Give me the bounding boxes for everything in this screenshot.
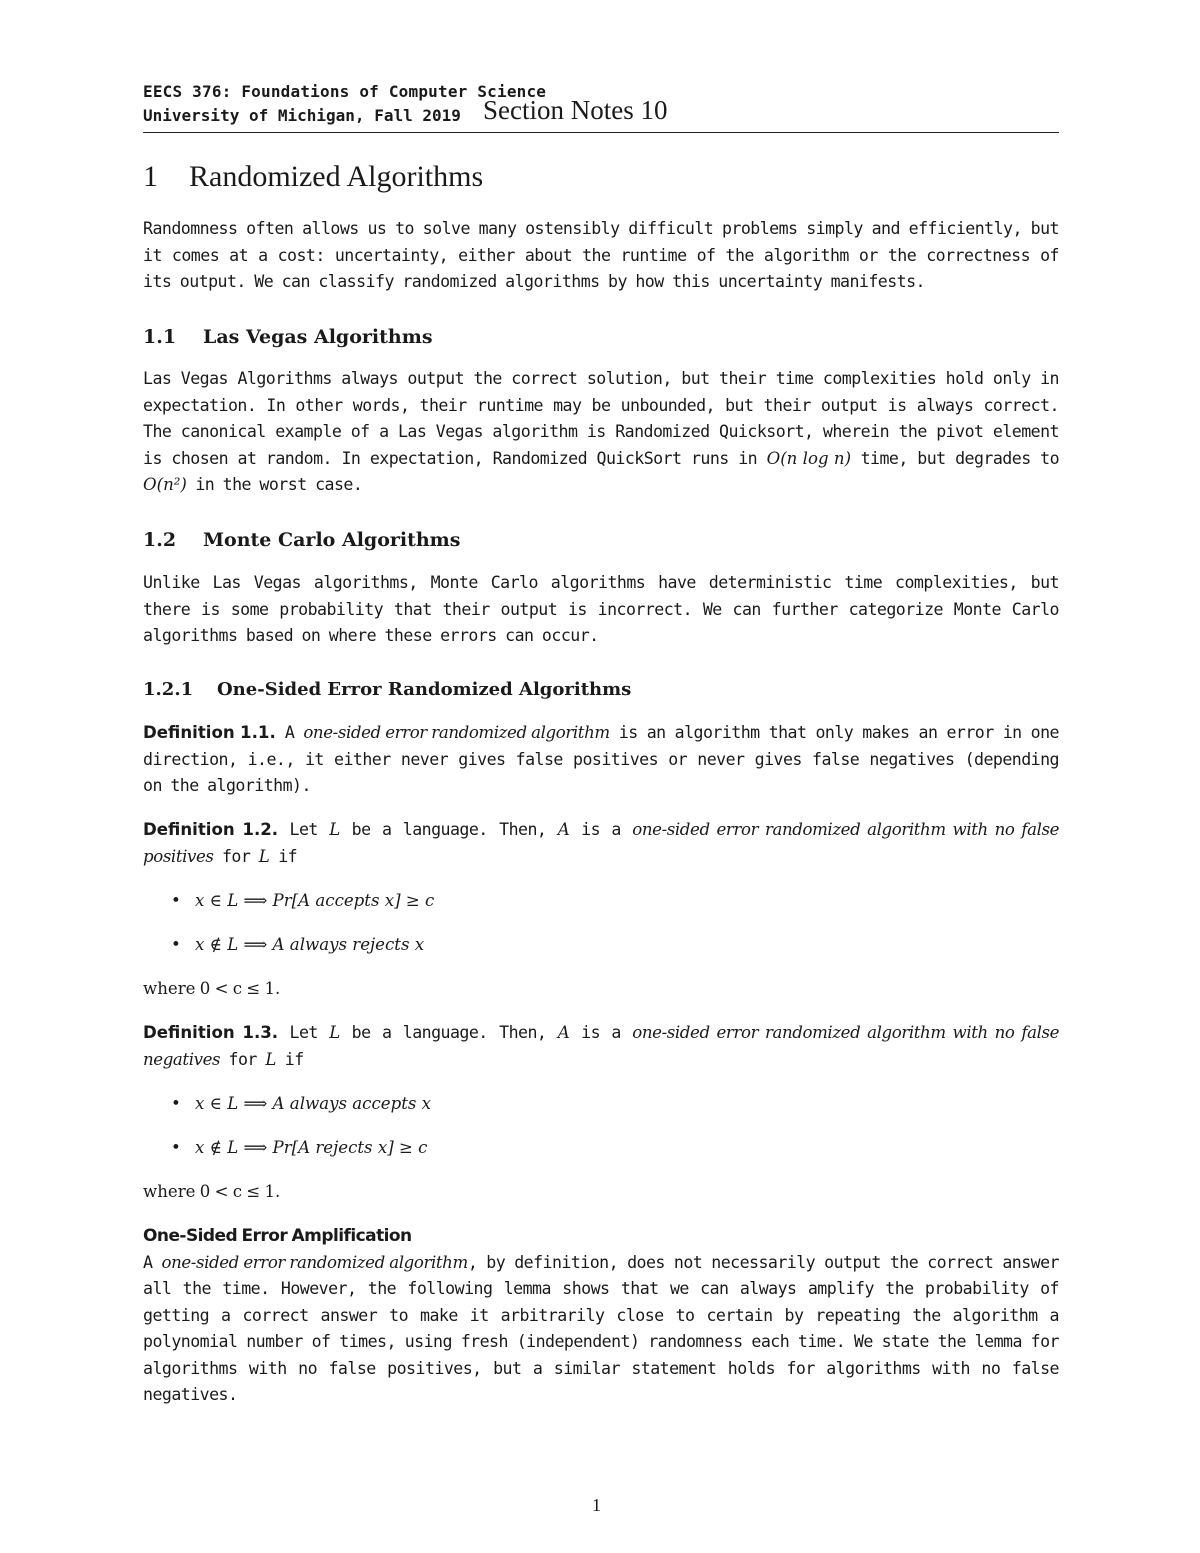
subsubsection-heading-1-2-1 xyxy=(143,679,631,700)
amp-term: one-sided error randomized algorithm xyxy=(161,1252,468,1272)
subsubsection-number: 1.2.1 xyxy=(143,679,194,700)
definition-1-2-conditions xyxy=(143,888,1059,976)
math-L: L xyxy=(258,846,270,866)
math-nlogn: O(n log n) xyxy=(766,448,852,468)
def-text: A xyxy=(275,723,304,742)
math-L: L xyxy=(329,1023,341,1042)
math-L: L xyxy=(329,820,341,839)
notes-title: Section Notes 10 xyxy=(483,95,668,125)
definition-1-3-conditions xyxy=(143,1091,1059,1179)
bullet-icon: • xyxy=(171,1094,181,1113)
def-text: for xyxy=(220,1049,266,1069)
university-term: University of Michigan, Fall 2019 xyxy=(143,106,461,125)
list-item xyxy=(143,888,1059,932)
def-text: if xyxy=(269,846,298,866)
monte-carlo-paragraph: Unlike Las Vegas algorithms, Monte Carlo algorithms have deterministic time complexities, but there is some probability that their output is incorrect. We can further categorize Monte Carlo algorithms based on where these errors can occur. xyxy=(143,573,1059,645)
subsection-number: 1.2 xyxy=(143,529,177,551)
las-vegas-text-b: time, but degrades to xyxy=(851,448,1060,468)
math-L: L xyxy=(265,1049,277,1069)
section-title: Randomized Algorithms xyxy=(189,160,484,193)
def-text: be a language. Then, xyxy=(340,820,558,839)
condition-math: x ∉ L ⟹ A always rejects x xyxy=(195,935,425,954)
las-vegas-text-c: in the worst case. xyxy=(186,475,363,494)
definition-label: Definition 1.3. xyxy=(143,1023,279,1042)
def-text: if xyxy=(276,1049,304,1069)
section-heading-1 xyxy=(143,160,483,194)
page-number: 1 xyxy=(592,1495,601,1515)
amp-text: A xyxy=(143,1252,162,1272)
course-title: EECS 376: Foundations of Computer Science xyxy=(143,82,547,101)
def-text: for xyxy=(213,846,259,866)
subsection-heading-1-2 xyxy=(143,529,460,551)
amp-text: , by definition, does not necessarily output the correct answer all the time. However, the following lemma shows that we can always amplify the probability of getting a correct answer to make it arbitrarily close to certain by repeating the algorithm a polynomial number of times, using fresh (independent) randomness each time. We state the lemma for algorithms with no false positives, but a similar statement holds for algorithms with no false negatives. xyxy=(143,1252,1059,1404)
def-term: one-sided error randomized algorithm xyxy=(303,723,610,742)
amplification-paragraph xyxy=(143,1223,1059,1409)
definition-1-2-where xyxy=(143,976,1059,1003)
subsection-number: 1.1 xyxy=(143,326,177,348)
def-term: one-sided error randomized algorithm with no false positives xyxy=(143,820,1060,866)
condition-math: x ∈ L ⟹ Pr[A accepts x] ≥ c xyxy=(195,891,435,910)
math-n-squared: O(n²) xyxy=(143,475,187,494)
math-A: A xyxy=(557,1023,570,1042)
las-vegas-text-a: Las Vegas Algorithms always output the correct solution, but their time complexities hold only in expectation. In other words, their runtime may be unbounded, but their output is always correct. The canonical example of a Las Vegas algorithm is Randomized Quicksort, wherein the pivot element is chosen at random. In expectation, Randomized QuickSort runs in xyxy=(143,369,1059,468)
def-text: be a language. Then, xyxy=(340,1023,558,1042)
where-clause: where 0 < c ≤ 1. xyxy=(143,979,281,998)
definition-1-1 xyxy=(143,720,1059,800)
def-text: Let xyxy=(278,820,330,839)
where-clause: where 0 < c ≤ 1. xyxy=(143,1182,281,1201)
condition-math: x ∈ L ⟹ A always accepts x xyxy=(195,1094,432,1113)
def-text: is a xyxy=(569,1023,633,1042)
list-item xyxy=(143,1091,1059,1135)
def-text: Let xyxy=(278,1023,330,1042)
amplification-title: One-Sided Error Amplification xyxy=(143,1226,412,1246)
def-term: one-sided error randomized algorithm with no false negatives xyxy=(143,1023,1060,1069)
subsubsection-title: One-Sided Error Randomized Algorithms xyxy=(217,679,632,700)
subsection-title: Monte Carlo Algorithms xyxy=(203,529,461,551)
definition-1-3-where xyxy=(143,1179,1059,1206)
list-item xyxy=(143,1135,1059,1179)
subsection-heading-1-1 xyxy=(143,326,433,348)
definition-1-3 xyxy=(143,1020,1059,1073)
page-content xyxy=(143,80,1060,1404)
condition-math: x ∉ L ⟹ Pr[A rejects x] ≥ c xyxy=(195,1138,428,1157)
def-text: is an algorithm that only makes an error in one direction, i.e., it either never gives false positives or never gives false negatives (depending on the algorithm). xyxy=(143,723,1059,795)
bullet-icon: • xyxy=(171,891,181,910)
document-header xyxy=(143,80,1059,133)
bullet-icon: • xyxy=(171,1138,181,1157)
definition-label: Definition 1.1. xyxy=(143,723,276,742)
def-text: is a xyxy=(569,820,633,839)
las-vegas-paragraph xyxy=(143,366,1059,499)
list-item xyxy=(143,932,1059,976)
intro-paragraph: Randomness often allows us to solve many ostensibly difficult problems simply and efficiently, but it comes at a cost: uncertainty, either about the runtime of the algorithm or the correctness of its output. We can classify randomized algorithms by how this uncertainty manifests. xyxy=(143,219,1059,291)
subsection-title: Las Vegas Algorithms xyxy=(203,326,433,348)
definition-label: Definition 1.2. xyxy=(143,820,279,839)
math-A: A xyxy=(557,820,570,839)
definition-1-2 xyxy=(143,817,1059,870)
bullet-icon: • xyxy=(171,935,181,954)
section-number: 1 xyxy=(143,160,158,193)
